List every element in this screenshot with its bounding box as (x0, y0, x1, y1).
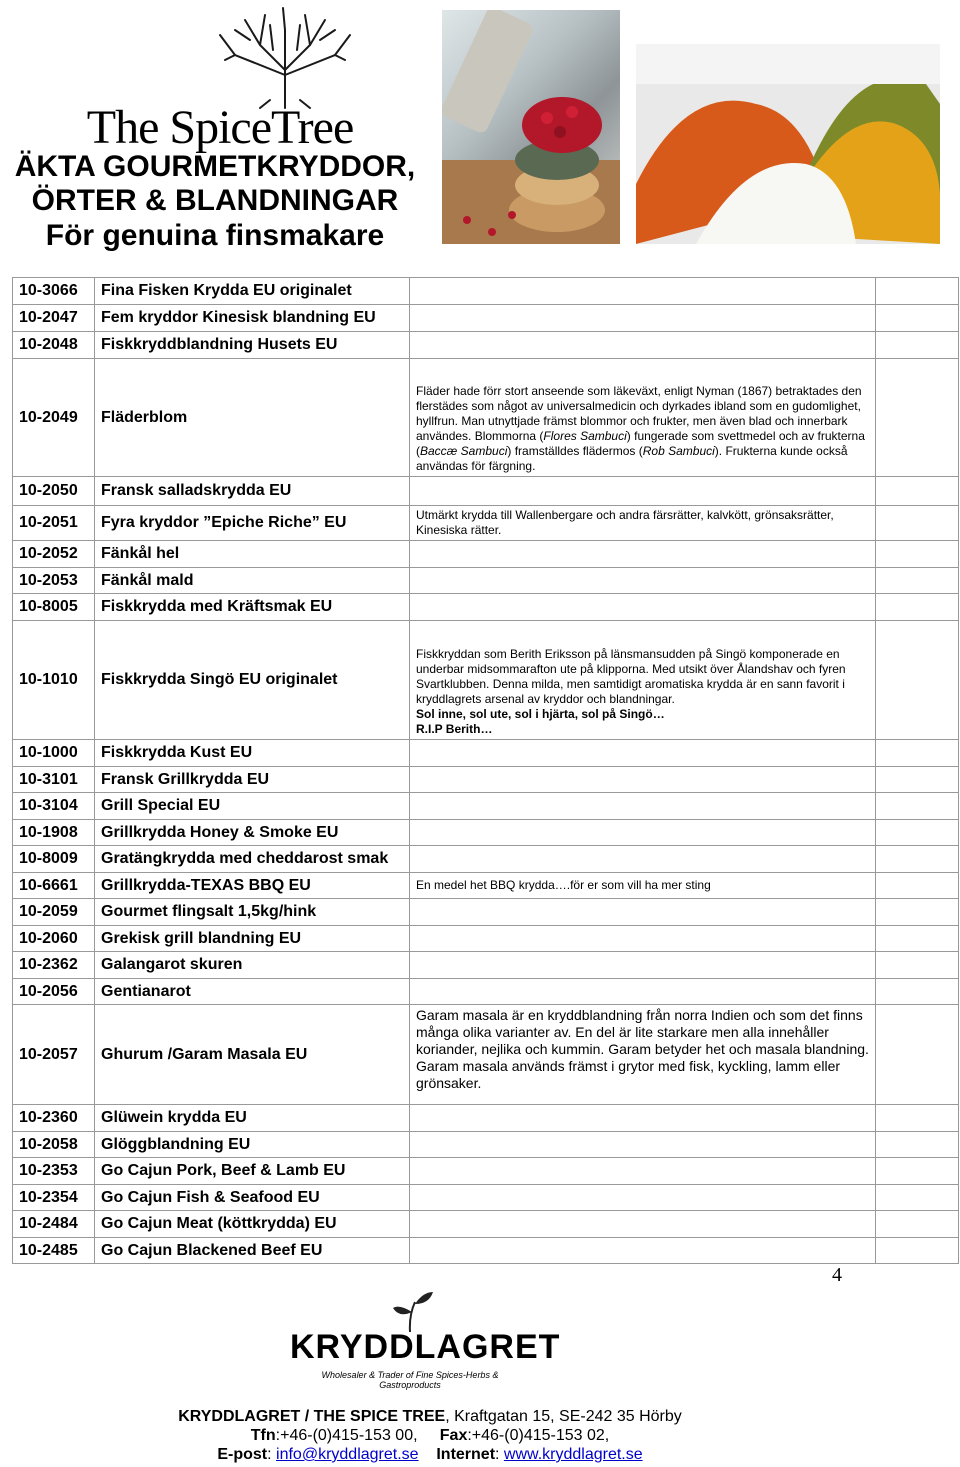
extra-cell (876, 541, 959, 568)
extra-cell (876, 1211, 959, 1238)
product-name: Gentianarot (95, 979, 410, 1005)
product-name: Grill Special EU (95, 793, 410, 820)
product-code: 10-2485 (13, 1238, 95, 1264)
product-code: 10-2060 (13, 926, 95, 952)
product-name: Fransk Grillkrydda EU (95, 767, 410, 793)
table-row (13, 846, 959, 873)
product-description (410, 1211, 876, 1238)
extra-cell (876, 594, 959, 621)
kryddlagret-logo (290, 1290, 561, 1390)
product-code: 10-2049 (13, 359, 95, 477)
peppercorn-photo (442, 10, 620, 244)
table-row (13, 1158, 959, 1185)
page-number: 4 (832, 1264, 842, 1286)
table-row (13, 926, 959, 952)
product-name: Fransk salladskrydda EU (95, 477, 410, 506)
extra-cell (876, 506, 959, 541)
product-name: Fiskkrydda Singö EU originalet (95, 621, 410, 740)
table-row (13, 1238, 959, 1264)
product-name: Grillkrydda Honey & Smoke EU (95, 820, 410, 846)
spice-heaps-photo (636, 44, 940, 244)
product-description (410, 568, 876, 594)
product-name: Glüwein krydda EU (95, 1105, 410, 1132)
table-row (13, 278, 959, 305)
product-name: Fina Fisken Krydda EU originalet (95, 278, 410, 305)
product-name: Ghurum /Garam Masala EU (95, 1005, 410, 1105)
product-name: Fänkål mald (95, 568, 410, 594)
product-table (12, 277, 959, 1264)
product-name: Go Cajun Fish & Seafood EU (95, 1185, 410, 1211)
extra-cell (876, 1158, 959, 1185)
product-code: 10-3104 (13, 793, 95, 820)
extra-cell (876, 767, 959, 793)
tagline-line-1: ÄKTA GOURMETKRYDDOR, (14, 150, 416, 183)
table-row (13, 541, 959, 568)
product-description (410, 1132, 876, 1158)
product-name: Fiskkryddblandning Husets EU (95, 332, 410, 359)
table-row (13, 952, 959, 979)
extra-cell (876, 278, 959, 305)
product-name: Gourmet flingsalt 1,5kg/hink (95, 899, 410, 926)
table-row (13, 1105, 959, 1132)
product-description (410, 1105, 876, 1132)
footer-address: KRYDDLAGRET / THE SPICE TREE, Kraftgatan 15, SE-242 35 Hörby (178, 1408, 682, 1425)
extra-cell (876, 979, 959, 1005)
product-description (410, 979, 876, 1005)
product-name: Glöggblandning EU (95, 1132, 410, 1158)
product-code: 10-2360 (13, 1105, 95, 1132)
product-code: 10-6661 (13, 873, 95, 899)
table-row (13, 767, 959, 793)
tree-icon (165, 0, 405, 110)
product-description: En medel het BBQ krydda….för er som vill ha mer sting (410, 873, 876, 899)
table-row (13, 793, 959, 820)
extra-cell (876, 305, 959, 332)
product-name: Fem kryddor Kinesisk blandning EU (95, 305, 410, 332)
product-code: 10-8009 (13, 846, 95, 873)
extra-cell (876, 952, 959, 979)
product-description: Garam masala är en kryddblandning från norra Indien och som det finns många olika varianter av. En del är lite starkare men alla innehåller koriander, nejlika och kummin. Garam betyder het och masala blandning. Garam masala används främst i grytor med fisk, kyckling, lamm eller grönsaker. (410, 1005, 876, 1105)
product-description (410, 952, 876, 979)
product-code: 10-2484 (13, 1211, 95, 1238)
product-name: Fläderblom (95, 359, 410, 477)
footer-logo-tagline: Wholesaler & Trader of Fine Spices-Herbs & Gastroproducts (321, 1370, 499, 1390)
product-code: 10-3066 (13, 278, 95, 305)
extra-cell (876, 621, 959, 740)
table-row (13, 477, 959, 506)
product-description (410, 1185, 876, 1211)
product-description (410, 594, 876, 621)
website-link[interactable]: www.kryddlagret.se (503, 1446, 643, 1463)
product-description: Fläder hade förr stort anseende som läkeväxt, enligt Nyman (1867) betraktades den flerstädes som något av universalmedicin och dyrkades ibland som en gudomlighet, hyllfrun. Man utnyttjade främst blommor och frukter, men även blad och innerbark användes. Blommorna (Flores Sambuci) fungerade som svettmedel och av frukterna (Baccæ Sambuci) framställdes flädermos (Rob Sambuci). Frukterna kunde också användas för färgning. (410, 359, 876, 477)
product-code: 10-2362 (13, 952, 95, 979)
product-name: Fiskkrydda Kust EU (95, 740, 410, 767)
table-row (13, 305, 959, 332)
product-name: Grillkrydda-TEXAS BBQ EU (95, 873, 410, 899)
product-code: 10-2048 (13, 332, 95, 359)
product-description (410, 1238, 876, 1264)
table-row (13, 740, 959, 767)
product-description (410, 820, 876, 846)
product-description (410, 793, 876, 820)
table-row (13, 594, 959, 621)
extra-cell (876, 568, 959, 594)
table-row (13, 359, 959, 477)
product-code: 10-1000 (13, 740, 95, 767)
product-description (410, 541, 876, 568)
footer-phone: Tfn:+46-(0)415-153 00, Fax:+46-(0)415-153 02, (250, 1427, 610, 1444)
product-description (410, 278, 876, 305)
product-code: 10-2057 (13, 1005, 95, 1105)
table-row (13, 1005, 959, 1105)
product-code: 10-2051 (13, 506, 95, 541)
table-row (13, 568, 959, 594)
leaf-icon (385, 1290, 435, 1332)
table-row (13, 1185, 959, 1211)
product-description (410, 899, 876, 926)
tagline-line-2: ÖRTER & BLANDNINGAR (31, 184, 399, 217)
product-name: Galangarot skuren (95, 952, 410, 979)
product-code: 10-2052 (13, 541, 95, 568)
product-description (410, 740, 876, 767)
table-row (13, 873, 959, 899)
product-description: Fiskkryddan som Berith Eriksson på länsmansudden på Singö komponerade en underbar midsommarafton ute på klipporna. Med utsikt över Ålandshav och fyren Svartklubben. Denna milda, men samtidigt aromatiska krydda är en sann favorit i kryddlagrets arsenal av kryddor och blandningar. Sol inne, sol ute, sol i hjärta, sol på Singö… R.I.P Berith… (410, 621, 876, 740)
email-link[interactable]: info@kryddlagret.se (276, 1446, 419, 1463)
extra-cell (876, 926, 959, 952)
table-row (13, 979, 959, 1005)
logo-wordmark: The SpiceTree (86, 101, 354, 154)
extra-cell (876, 1105, 959, 1132)
product-description (410, 332, 876, 359)
product-name: Go Cajun Pork, Beef & Lamb EU (95, 1158, 410, 1185)
product-code: 10-2353 (13, 1158, 95, 1185)
product-code: 10-1010 (13, 621, 95, 740)
product-description (410, 1158, 876, 1185)
extra-cell (876, 846, 959, 873)
product-code: 10-2056 (13, 979, 95, 1005)
product-name: Gratängkrydda med cheddarost smak (95, 846, 410, 873)
product-description (410, 767, 876, 793)
table-row (13, 506, 959, 541)
table-row (13, 899, 959, 926)
product-name: Go Cajun Blackened Beef EU (95, 1238, 410, 1264)
product-code: 10-2059 (13, 899, 95, 926)
extra-cell (876, 1185, 959, 1211)
extra-cell (876, 740, 959, 767)
table-row (13, 332, 959, 359)
product-code: 10-2050 (13, 477, 95, 506)
product-description: Utmärkt krydda till Wallenbergare och andra färsrätter, kalvkött, grönsaksrätter, Kinesiska rätter. (410, 506, 876, 541)
product-code: 10-2058 (13, 1132, 95, 1158)
extra-cell (876, 477, 959, 506)
product-code: 10-3101 (13, 767, 95, 793)
product-code: 10-2354 (13, 1185, 95, 1211)
extra-cell (876, 1005, 959, 1105)
extra-cell (876, 820, 959, 846)
product-description (410, 846, 876, 873)
product-code: 10-1908 (13, 820, 95, 846)
product-code: 10-2053 (13, 568, 95, 594)
product-name: Grekisk grill blandning EU (95, 926, 410, 952)
product-code: 10-2047 (13, 305, 95, 332)
product-name: Fiskkrydda med Kräftsmak EU (95, 594, 410, 621)
tagline-line-3: För genuina finsmakare (45, 219, 385, 252)
footer-contact: E-post: info@kryddlagret.se Internet: www.kryddlagret.se (217, 1446, 643, 1463)
product-name: Fyra kryddor ”Epiche Riche” EU (95, 506, 410, 541)
table-row (13, 1132, 959, 1158)
table-row (13, 1211, 959, 1238)
product-description (410, 305, 876, 332)
footer-logo-wordmark: KRYDDLAGRET (290, 1328, 561, 1366)
product-name: Go Cajun Meat (köttkrydda) EU (95, 1211, 410, 1238)
extra-cell (876, 359, 959, 477)
extra-cell (876, 1132, 959, 1158)
product-code: 10-8005 (13, 594, 95, 621)
extra-cell (876, 873, 959, 899)
table-row (13, 820, 959, 846)
product-name: Fänkål hel (95, 541, 410, 568)
extra-cell (876, 332, 959, 359)
extra-cell (876, 1238, 959, 1264)
extra-cell (876, 793, 959, 820)
product-description (410, 477, 876, 506)
product-description (410, 926, 876, 952)
extra-cell (876, 899, 959, 926)
table-row (13, 621, 959, 740)
